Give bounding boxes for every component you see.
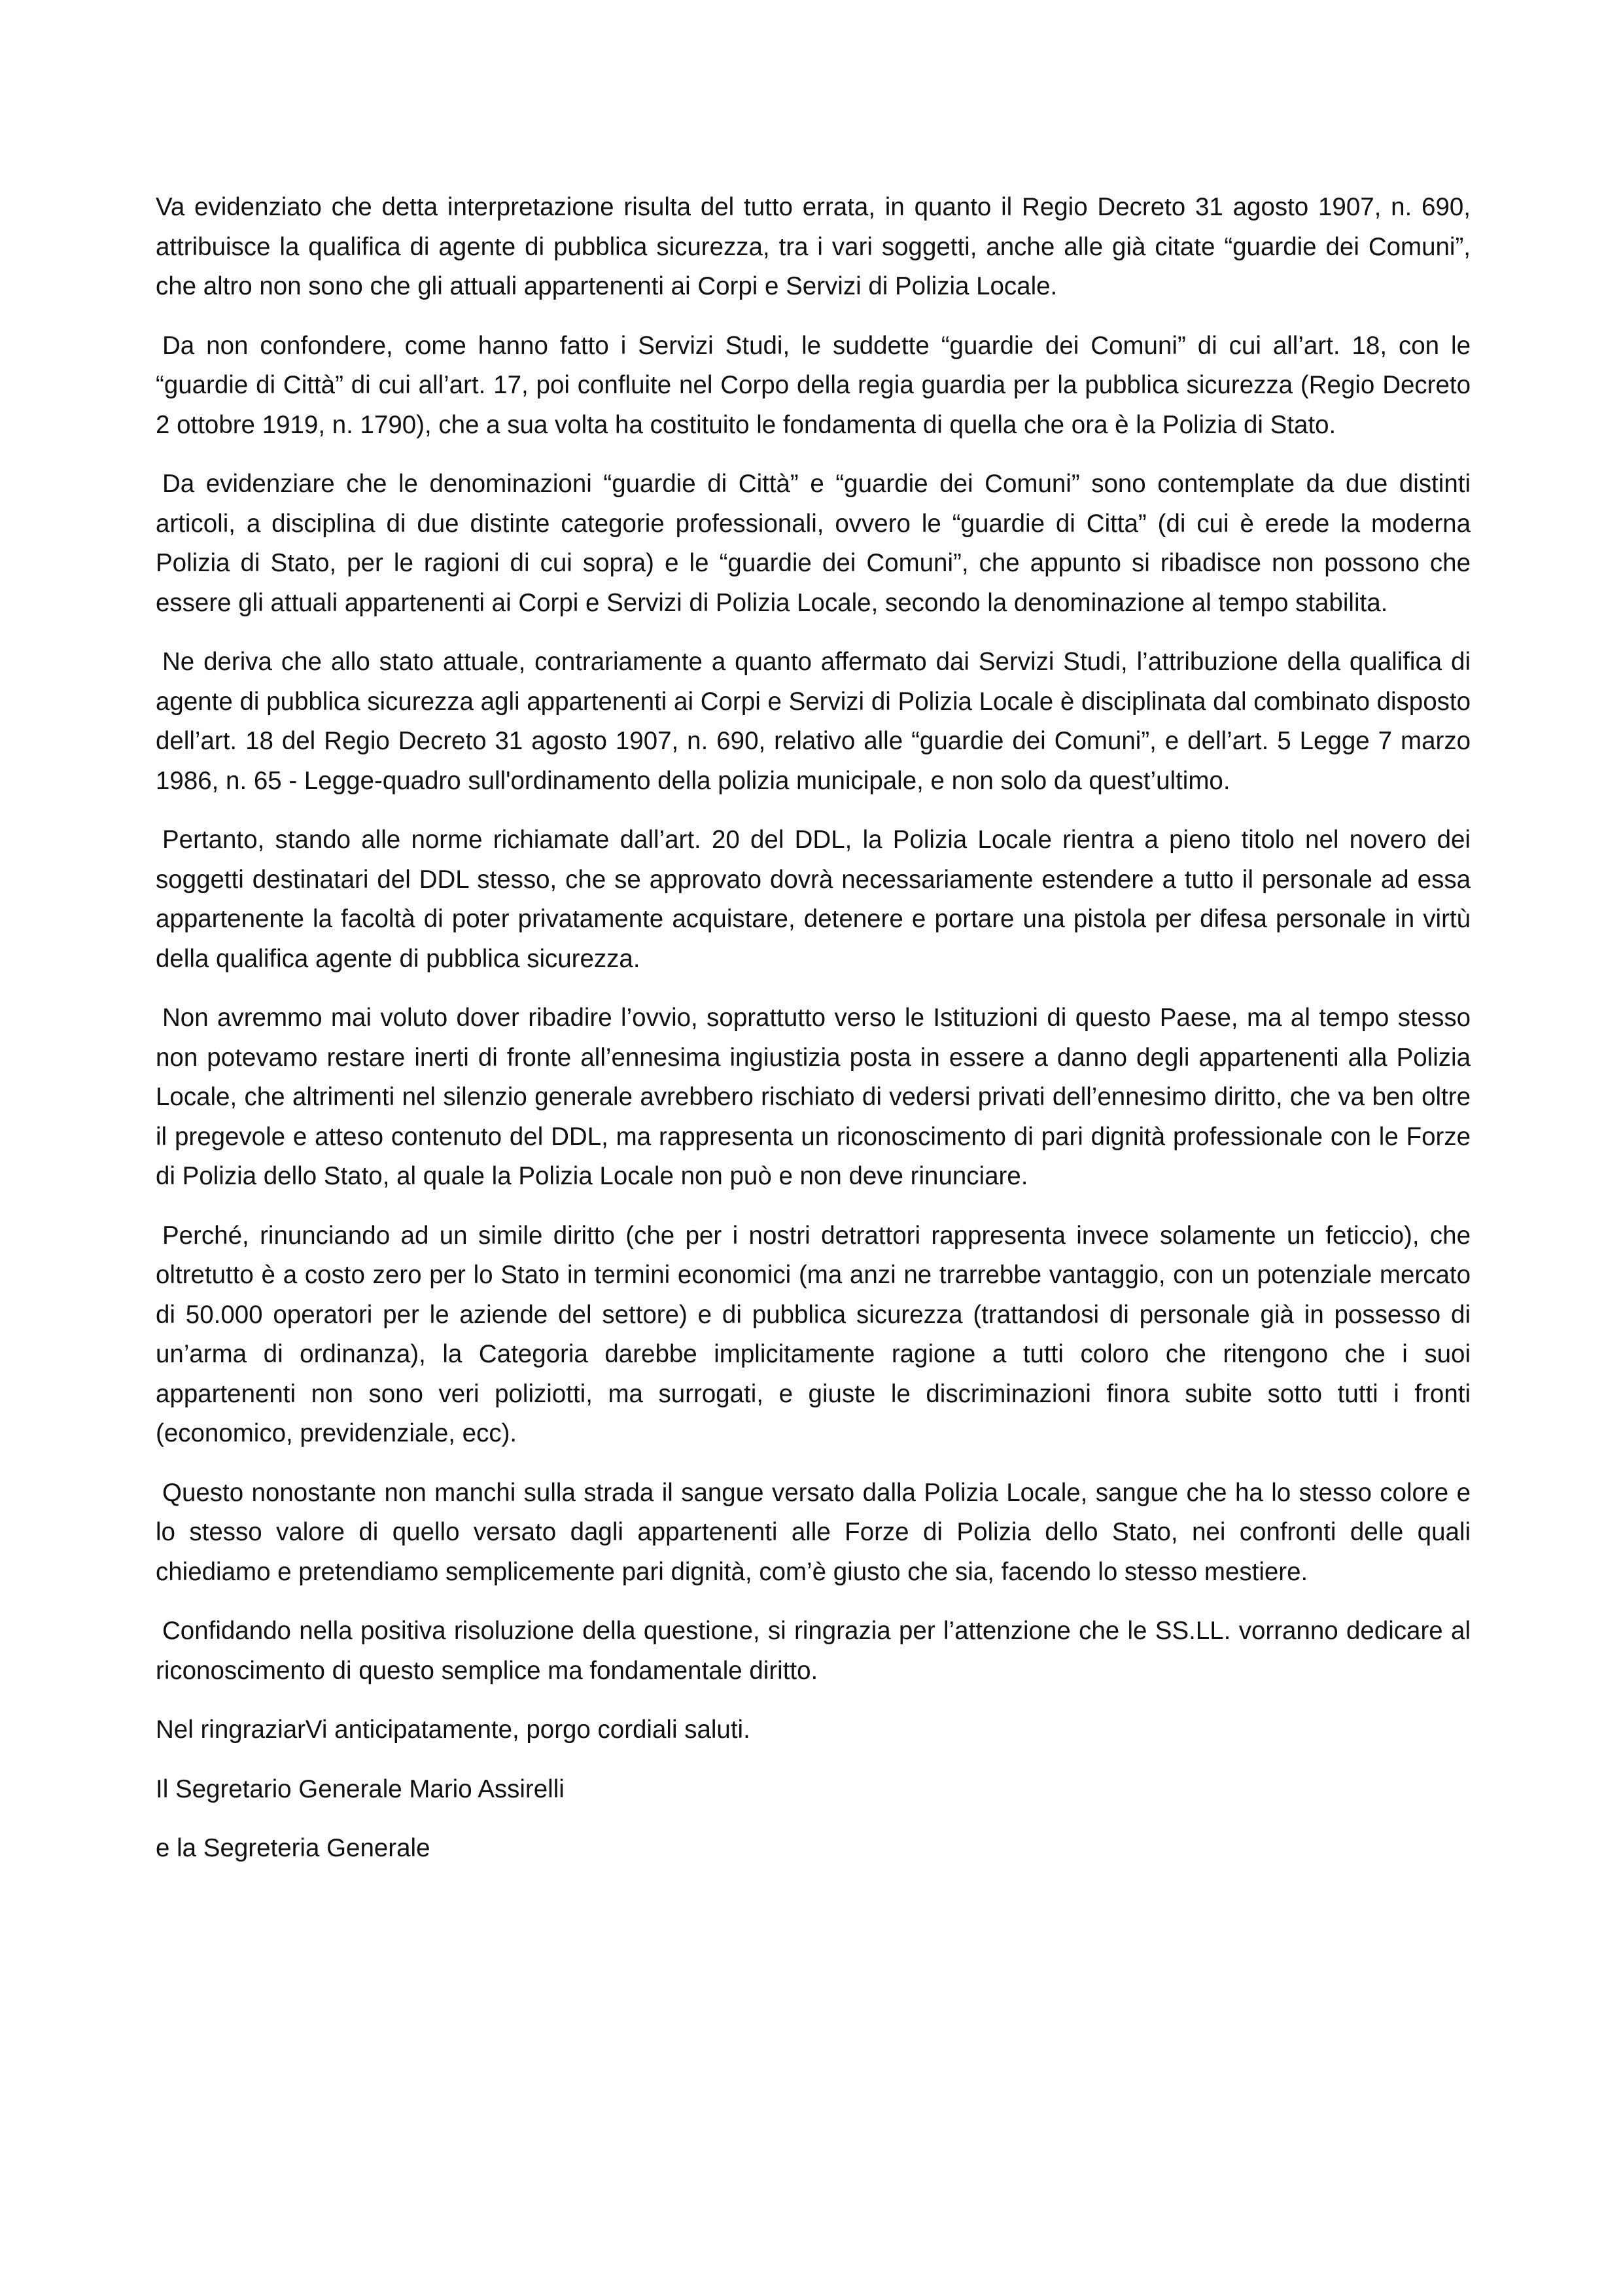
closing-greeting: Nel ringraziarVi anticipatamente, porgo cordiali saluti. [156,1716,750,1744]
document-page [156,188,1471,1888]
body-paragraph-8: Questo nonostante non manchi sulla strada il sangue versato dalla Polizia Locale, sangue che ha lo stesso colore e lo stesso valore di quello versato dagli appartenenti alle Forze di Polizia dello Stato, nei confronti delle quali chiediamo e pretendiamo semplicemente pari dignità, com’è giusto che sia, facendo lo stesso mestiere. [156,1478,1471,1586]
signature-line: Il Segretario Generale Mario Assirelli [156,1775,565,1803]
body-paragraph-3: Da evidenziare che le denominazioni “guardie di Città” e “guardie dei Comuni” sono contemplate da due distinti articoli, a disciplina di due distinte categorie professionali, ovvero le “guardie di Citta” (di cui è erede la moderna Polizia di Stato, per le ragioni di cui sopra) e le “guardie dei Comuni”, che appunto si ribadisce non possono che essere gli attuali appartenenti ai Corpi e Servizi di Polizia Locale, secondo la denominazione al tempo stabilita. [156,470,1471,617]
body-paragraph-6: Non avremmo mai voluto dover ribadire l’ovvio, soprattutto verso le Istituzioni di questo Paese, ma al tempo stesso non potevamo restare inerti di fronte all’ennesima ingiustizia posta in essere a danno degli appartenenti alla Polizia Locale, che altrimenti nel silenzio generale avrebbero rischiato di vedersi privati dell’ennesimo diritto, che va ben oltre il pregevole e atteso contenuto del DDL, ma rappresenta un riconoscimento di pari dignità professionale con le Forze di Polizia dello Stato, al quale la Polizia Locale non può e non deve rinunciare. [156,1004,1471,1190]
signature-line-2: e la Segreteria Generale [156,1834,430,1862]
body-paragraph-5: Pertanto, stando alle norme richiamate dall’art. 20 del DDL, la Polizia Locale rientra a pieno titolo nel novero dei soggetti destinatari del DDL stesso, che se approvato dovrà necessariamente estendere a tutto il personale ad essa appartenente la facoltà di poter privatamente acquistare, detenere e portare una pistola per difesa personale in virtù della qualifica agente di pubblica sicurezza. [156,826,1471,973]
body-paragraph-9: Confidando nella positiva risoluzione della questione, si ringrazia per l’attenzione che le SS.LL. vorranno dedicare al riconoscimento di questo semplice ma fondamentale diritto. [156,1617,1471,1685]
body-paragraph-7: Perché, rinunciando ad un simile diritto (che per i nostri detrattori rappresenta invece solamente un feticcio), che oltretutto è a costo zero per lo Stato in termini economici (ma anzi ne trarrebbe vantaggio, con un potenziale mercato di 50.000 operatori per le aziende del settore) e di pubblica sicurezza (trattandosi di personale già in possesso di un’arma di ordinanza), la Categoria darebbe implicitamente ragione a tutti coloro che ritengono che i suoi appartenenti non sono veri poliziotti, ma surrogati, e giuste le discriminazioni finora subite sotto tutti i fronti (economico, previdenziale, ecc). [156,1221,1471,1447]
body-paragraph-4: Ne deriva che allo stato attuale, contrariamente a quanto affermato dai Servizi Studi, l’attribuzione della qualifica di agente di pubblica sicurezza agli appartenenti ai Corpi e Servizi di Polizia Locale è disciplinata dal combinato disposto dell’art. 18 del Regio Decreto 31 agosto 1907, n. 690, relativo alle “guardie dei Comuni”, e dell’art. 5 Legge 7 marzo 1986, n. 65 - Legge-quadro sull'ordinamento della polizia municipale, e non solo da quest’ultimo. [156,648,1471,795]
body-paragraph-1: Va evidenziato che detta interpretazione risulta del tutto errata, in quanto il Regio Decreto 31 agosto 1907, n. 690, attribuisce la qualifica di agente di pubblica sicurezza, tra i vari soggetti, anche alle già citate “guardie dei Comuni”, che altro non sono che gli attuali appartenenti ai Corpi e Servizi di Polizia Locale. [156,193,1471,300]
body-paragraph-2: Da non confondere, come hanno fatto i Servizi Studi, le suddette “guardie dei Comuni” di cui all’art. 18, con le “guardie di Città” di cui all’art. 17, poi confluite nel Corpo della regia guardia per la pubblica sicurezza (Regio Decreto 2 ottobre 1919, n. 1790), che a sua volta ha costituito le fondamenta di quella che ora è la Polizia di Stato. [156,331,1471,439]
